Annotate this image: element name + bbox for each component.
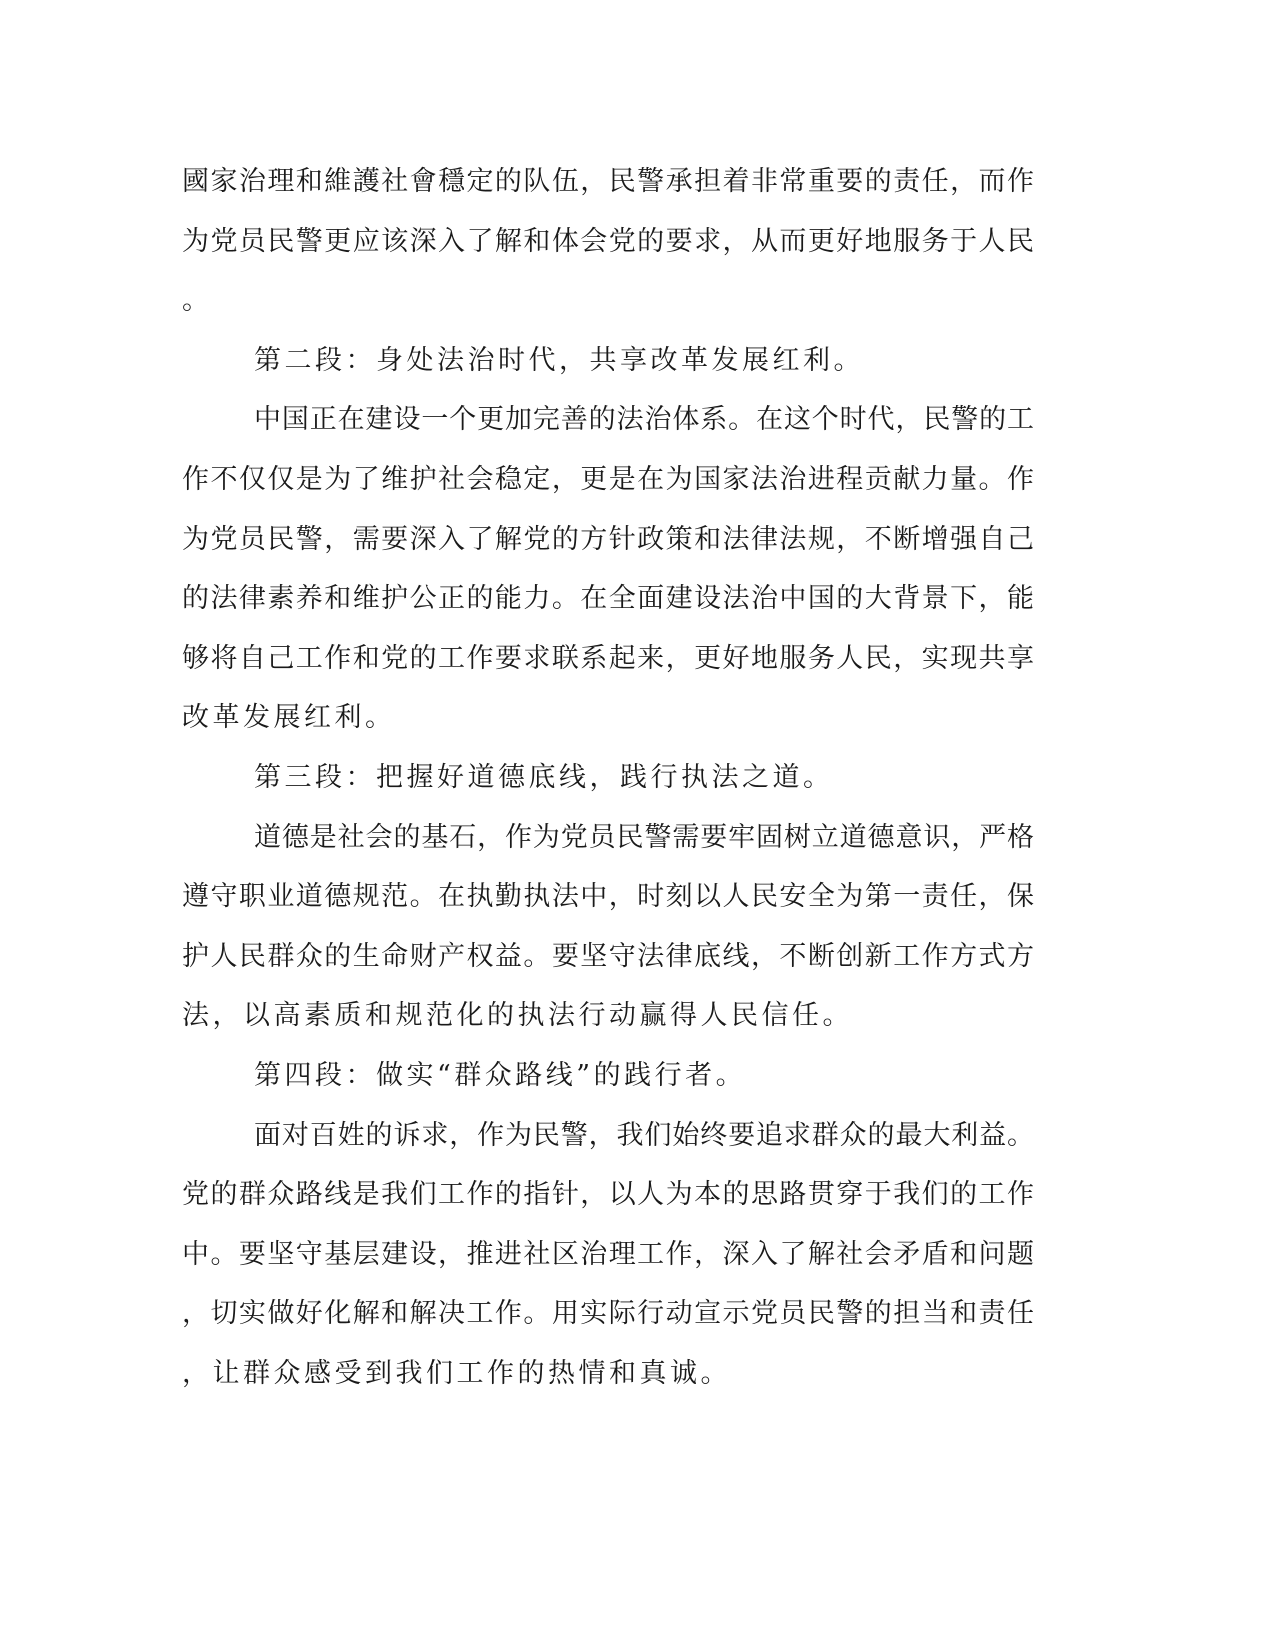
text-line: 作不仅仅是为了维护社会稳定，更是在为国家法治进程贡献力量。作 — [182, 463, 1034, 495]
section-heading-3: 第三段：把握好道德底线，践行执法之道。 — [254, 761, 834, 793]
text-line: 。 — [182, 285, 213, 317]
text-line: 遵守职业道德规范。在执勤执法中，时刻以人民安全为第一责任，保 — [182, 881, 1034, 913]
text-line: 中国正在建设一个更加完善的法治体系。在这个时代，民警的工 — [254, 404, 1034, 436]
section-heading-2: 第二段：身处法治时代，共享改革发展红利。 — [254, 344, 864, 376]
section-heading-4: 第四段：做实“群众路线”的践行者。 — [254, 1059, 747, 1091]
text-line: 护人民群众的生命财产权益。要坚守法律底线，不断创新工作方式方 — [182, 940, 1034, 972]
text-line: 面对百姓的诉求，作为民警，我们始终要追求群众的最大利益。 — [254, 1119, 1034, 1151]
document-body — [182, 152, 1034, 1403]
text-line: 为党员民警更应该深入了解和体会党的要求，从而更好地服务于人民 — [182, 225, 1034, 257]
text-line: ，切实做好化解和解决工作。用实际行动宣示党员民警的担当和责任 — [182, 1298, 1034, 1330]
text-line: 为党员民警，需要深入了解党的方针政策和法律法规，不断增强自己 — [182, 523, 1034, 555]
text-line: 够将自己工作和党的工作要求联系起来，更好地服务人民，实现共享 — [182, 642, 1034, 674]
text-line: ，让群众感受到我们工作的热情和真诚。 — [182, 1357, 731, 1389]
text-line: 中。要坚守基层建设，推进社区治理工作，深入了解社会矛盾和问题 — [182, 1238, 1034, 1270]
text-line: 的法律素养和维护公正的能力。在全面建设法治中国的大背景下，能 — [182, 583, 1034, 615]
text-line: 党的群众路线是我们工作的指针，以人为本的思路贯穿于我们的工作 — [182, 1179, 1034, 1211]
text-line: 道德是社会的基石，作为党员民警需要牢固树立道德意识，严格 — [254, 821, 1034, 853]
text-line: 法，以高素质和规范化的执法行动赢得人民信任。 — [182, 1000, 853, 1032]
text-line: 改革发展红利。 — [182, 702, 396, 734]
text-line: 國家治理和維護社會穩定的队伍，民警承担着非常重要的责任，而作 — [182, 166, 1034, 197]
